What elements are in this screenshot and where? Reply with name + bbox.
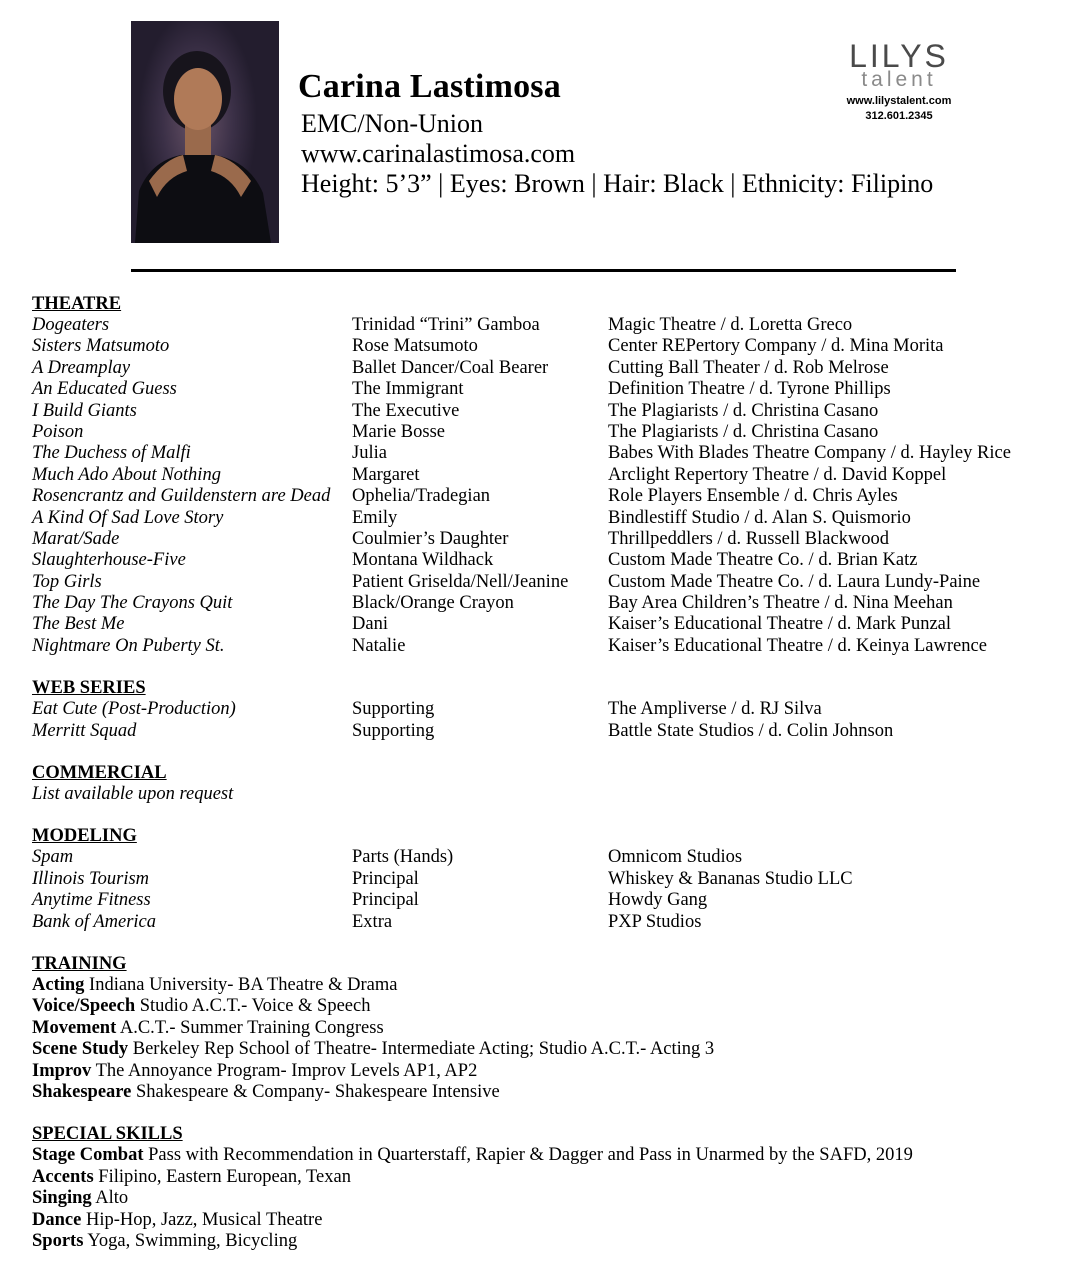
physical-stats: Height: 5’3” | Eyes: Brown | Hair: Black | Ethnicity: Filipino (301, 169, 934, 198)
modeling-credits (32, 847, 1052, 933)
credit-title: Bank of America (32, 911, 156, 932)
item-text: Pass with Recommendation in Quarterstaff, Rapier & Dagger and Pass in Unarmed by the SAFD, 2019 (143, 1145, 913, 1166)
credit-company: Thrillpeddlers / d. Russell Blackwood (608, 528, 890, 549)
actor-website-link[interactable]: www.carinalastimosa.com (301, 139, 576, 168)
theatre-section (32, 294, 1052, 657)
credit-company: Arclight Repertory Theatre / d. David Koppel (608, 464, 947, 485)
training-list (32, 975, 1052, 1103)
credit-title: Dogeaters (32, 315, 110, 335)
credit-role: Dani (352, 614, 388, 635)
credit-role: Supporting (352, 720, 435, 741)
credit-company: PXP Studios (608, 911, 702, 932)
credit-company: Role Players Ensemble / d. Chris Ayles (608, 486, 898, 507)
credit-company: Babes With Blades Theatre Company / d. Hayley Rice (608, 443, 1011, 464)
section-title-modeling: MODELING (32, 826, 137, 847)
item-text: Indiana University- BA Theatre & Drama (84, 974, 398, 995)
credit-company: Whiskey & Bananas Studio LLC (608, 868, 853, 889)
item-label: Voice/Speech (32, 996, 136, 1017)
credit-title: I Build Giants (32, 400, 137, 421)
credit-role: Natalie (352, 635, 406, 656)
credit-company: Definition Theatre / d. Tyrone Phillips (608, 379, 891, 400)
item-text: Filipino, Eastern European, Texan (93, 1166, 351, 1187)
labeled-item (32, 1082, 1052, 1103)
credit-role: Patient Griselda/Nell/Jeanine (352, 571, 569, 592)
item-label: Acting (32, 974, 85, 995)
section-title-web-series: WEB SERIES (32, 678, 146, 699)
web-series-section (32, 678, 1052, 742)
credit-company: Howdy Gang (608, 890, 708, 911)
credit-row (32, 614, 1052, 635)
commercial-note: List available upon request (32, 784, 234, 805)
labeled-item (32, 1188, 1052, 1209)
credit-title: The Duchess of Malfi (32, 443, 191, 464)
credit-role: Emily (352, 507, 398, 528)
credit-company: Bay Area Children’s Theatre / d. Nina Meehan (608, 593, 953, 614)
credit-title: The Best Me (32, 614, 125, 635)
credit-row (32, 315, 1052, 336)
credit-role: Marie Bosse (352, 421, 445, 442)
credit-title: Marat/Sade (32, 528, 120, 549)
credit-row (32, 847, 1052, 868)
credit-title: Poison (32, 421, 84, 442)
credit-company: The Plagiarists / d. Christina Casano (608, 400, 879, 421)
agency-website-link[interactable]: www.lilystalent.com (846, 95, 952, 107)
labeled-item (32, 1231, 1052, 1252)
credit-row (32, 636, 1052, 657)
credit-role: Rose Matsumoto (352, 336, 478, 357)
credit-role: Extra (352, 911, 393, 932)
agency-logo: LILYS (849, 38, 949, 74)
credit-title: Sisters Matsumoto (32, 336, 170, 357)
labeled-item (32, 1018, 1052, 1039)
item-text: Berkeley Rep School of Theatre- Intermediate Acting; Studio A.C.T.- Acting 3 (128, 1039, 715, 1060)
credit-role: Ballet Dancer/Coal Bearer (352, 357, 549, 378)
credit-company: Custom Made Theatre Co. / d. Laura Lundy-Paine (608, 571, 981, 592)
section-title-training: TRAINING (32, 953, 127, 974)
credit-title: Anytime Fitness (32, 890, 151, 911)
credit-company: The Plagiarists / d. Christina Casano (608, 421, 879, 442)
modeling-section (32, 826, 1052, 933)
labeled-item (32, 1039, 1052, 1060)
item-text: Yoga, Swimming, Bicycling (83, 1230, 298, 1251)
credit-row (32, 465, 1052, 486)
credit-role: Trinidad “Trini” Gamboa (352, 315, 540, 335)
credit-company: Cutting Ball Theater / d. Rob Melrose (608, 357, 889, 378)
credit-title: An Educated Guess (32, 379, 177, 400)
labeled-item (32, 975, 1052, 996)
item-text: The Annoyance Program- Improv Levels AP1, AP2 (91, 1060, 478, 1081)
credit-company: Bindlestiff Studio / d. Alan S. Quismorio (608, 507, 911, 528)
credit-role: Black/Orange Crayon (352, 593, 514, 614)
credit-title: Illinois Tourism (32, 868, 150, 889)
credit-company: Magic Theatre / d. Loretta Greco (608, 315, 853, 335)
skills-list (32, 1145, 1052, 1252)
credit-role: Coulmier’s Daughter (352, 528, 509, 549)
labeled-item (32, 996, 1052, 1017)
item-label: Accents (32, 1166, 94, 1187)
credit-role: The Immigrant (352, 379, 464, 400)
credit-company: The Ampliverse / d. RJ Silva (608, 699, 822, 720)
credit-row (32, 401, 1052, 422)
item-label: Sports (32, 1230, 84, 1251)
credit-row (32, 529, 1052, 550)
commercial-section (32, 763, 1052, 805)
credit-company: Custom Made Theatre Co. / d. Brian Katz (608, 550, 918, 571)
agency-block (836, 40, 962, 124)
credit-role: Supporting (352, 699, 435, 720)
credit-title: Slaughterhouse-Five (32, 550, 186, 571)
item-text: Studio A.C.T.- Voice & Speech (135, 996, 371, 1017)
credit-role: Principal (352, 868, 419, 889)
credit-role: Ophelia/Tradegian (352, 486, 491, 507)
credit-title: A Dreamplay (32, 357, 131, 378)
credit-company: Kaiser’s Educational Theatre / d. Mark Punzal (608, 614, 951, 635)
section-title-commercial: COMMERCIAL (32, 763, 167, 784)
credit-row (32, 486, 1052, 507)
resume-body (32, 294, 1052, 1273)
credit-title: Eat Cute (Post-Production) (32, 699, 236, 720)
credit-title: Merritt Squad (32, 720, 137, 741)
agency-logo-sub: talent (861, 68, 937, 91)
item-text: A.C.T.- Summer Training Congress (116, 1017, 384, 1038)
credit-row (32, 572, 1052, 593)
headshot-photo (131, 21, 279, 243)
labeled-item (32, 1061, 1052, 1082)
credit-row (32, 593, 1052, 614)
labeled-item (32, 1145, 1052, 1166)
credit-title: Nightmare On Puberty St. (32, 635, 225, 656)
section-title-theatre: THEATRE (32, 294, 122, 314)
labeled-item (32, 1210, 1052, 1231)
credit-company: Battle State Studios / d. Colin Johnson (608, 720, 894, 741)
credit-company: Center REPertory Company / d. Mina Morita (608, 336, 944, 357)
credit-row (32, 422, 1052, 443)
web-series-credits (32, 699, 1052, 742)
credit-role: Parts (Hands) (352, 847, 454, 868)
credit-title: Much Ado About Nothing (32, 464, 221, 485)
credit-role: Julia (352, 443, 387, 464)
item-label: Stage Combat (32, 1145, 144, 1166)
credit-role: Margaret (352, 464, 420, 485)
credit-title: The Day The Crayons Quit (32, 593, 233, 614)
skills-section (32, 1124, 1052, 1252)
credit-role: Principal (352, 890, 419, 911)
training-section (32, 954, 1052, 1103)
item-label: Singing (32, 1188, 92, 1209)
item-label: Movement (32, 1017, 117, 1038)
agency-phone: 312.601.2345 (865, 110, 933, 122)
item-label: Improv (32, 1060, 92, 1081)
credit-row (32, 508, 1052, 529)
credit-title: Rosencrantz and Guildenstern are Dead (32, 486, 331, 507)
theatre-credits (32, 315, 1052, 657)
credit-title: Spam (32, 847, 74, 868)
credit-row (32, 336, 1052, 357)
item-text: Shakespeare & Company- Shakespeare Intensive (131, 1081, 500, 1102)
item-text: Hip-Hop, Jazz, Musical Theatre (81, 1209, 323, 1230)
credit-row (32, 550, 1052, 571)
credit-row (32, 890, 1052, 911)
item-label: Dance (32, 1209, 82, 1230)
credit-company: Omnicom Studios (608, 847, 743, 868)
item-label: Scene Study (32, 1039, 129, 1060)
actor-name: Carina Lastimosa (298, 68, 561, 105)
credit-title: A Kind Of Sad Love Story (32, 507, 224, 528)
credit-company: Kaiser’s Educational Theatre / d. Keinya Lawrence (608, 635, 987, 656)
union-status: EMC/Non-Union (301, 109, 483, 138)
credit-row (32, 443, 1052, 464)
credit-row (32, 358, 1052, 379)
section-title-skills: SPECIAL SKILLS (32, 1124, 183, 1145)
item-label: Shakespeare (32, 1081, 132, 1102)
item-text: Alto (91, 1188, 129, 1209)
labeled-item (32, 1167, 1052, 1188)
credit-row (32, 912, 1052, 933)
credit-row (32, 869, 1052, 890)
credit-title: Top Girls (32, 571, 102, 592)
credit-role: The Executive (352, 400, 460, 421)
credit-row (32, 699, 1052, 720)
credit-row (32, 721, 1052, 742)
credit-role: Montana Wildhack (352, 550, 494, 571)
credit-row (32, 379, 1052, 400)
header-divider (131, 269, 956, 272)
